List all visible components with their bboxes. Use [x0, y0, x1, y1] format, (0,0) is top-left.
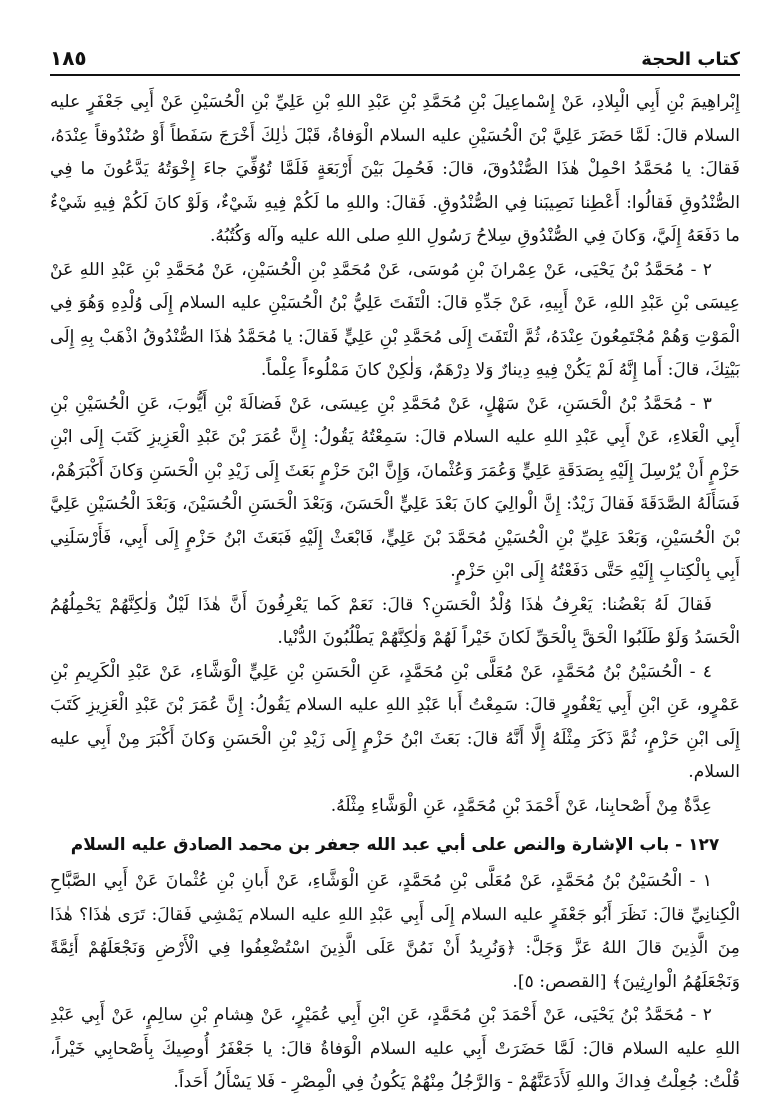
page-body [50, 86, 740, 1100]
page-header [50, 36, 740, 76]
chapter-heading: ١٢٧ - باب الإشارة والنص على أبي عبد الله جعفر بن محمد الصادق عليه السلام [70, 835, 720, 855]
paragraph: فَقالَ لَهُ بَعْضُنا: يَعْرِفُ هٰذَا وُلْدُ الْحَسَنِ؟ قالَ: نَعَمْ كَما يَعْرِفُونَ أَنَّ هٰذَا لَيْلٌ وَلٰكِنَّهُمْ يَحْمِلُهُمُ الْحَسَدُ وَلَوْ طَلَبُوا الْحَقَّ بِالْحَقِّ لَكانَ خَيْراً لَهُمْ وَلٰكِنَّهُمْ يَطْلُبُونَ الدُّنْيا. [50, 594, 740, 648]
paragraph: ٤ - الْحُسَيْنُ بْنُ مُحَمَّدٍ، عَنْ مُعَلَّى بْنِ مُحَمَّدٍ، عَنِ الْحَسَنِ بْنِ عَلِيٍّ الْوَشَّاءِ، عَنْ عَبْدِ الْكَرِيمِ بْنِ عَمْرٍو، عَنِ ابْنِ أَبِي يَعْفُورٍ قالَ: سَمِعْتُ أَبا عَبْدِ اللهِ عليه السلام يَقُولُ: إِنَّ عُمَرَ بْنَ عَبْدِ الْعَزِيزِ كَتَبَ إِلَى ابْنِ حَزْمٍ، ثُمَّ ذَكَرَ مِثْلَهُ إِلَّا أَنَّهُ قالَ: بَعَثَ ابْنُ حَزْمٍ إِلَى زَيْدِ بْنِ الْحَسَنِ وَكانَ أَكْبَرَ مِنْ أَبِي عليه السلام. [50, 661, 740, 782]
paragraph: عِدَّةٌ مِنْ أَصْحابِنا، عَنْ أَحْمَدَ بْنِ مُحَمَّدٍ، عَنِ الْوَشَّاءِ مِثْلَهُ. [330, 795, 712, 816]
book-page [50, 36, 740, 1096]
paragraph: إِبْراهِيمَ بْنِ أَبِي الْبِلادِ، عَنْ إِسْماعِيلَ بْنِ مُحَمَّدِ بْنِ عَبْدِ اللهِ بْنِ عَلِيِّ بْنِ الْحُسَيْنِ عَنْ أَبِي جَعْفَرٍ عليه السلام قالَ: لَمَّا حَضَرَ عَلِيَّ بْنَ الْحُسَيْنِ عليه السلام الْوَفاةُ، قَبْلَ ذٰلِكَ أَخْرَجَ سَفَطاً أَوْ صُنْدُوقاً عِنْدَهُ، فَقالَ: يا مُحَمَّدُ احْمِلْ هٰذَا الصُّنْدُوقَ، قالَ: فَحُمِلَ بَيْنَ أَرْبَعَةٍ فَلَمَّا تُوُفِّيَ جاءَ إِخْوَتُهُ يَدَّعُونَ ما فِي الصُّنْدُوقِ فَقالُوا: أَعْطِنا نَصِيبَنا فِي الصُّنْدُوقِ. فَقالَ: واللهِ ما لَكُمْ فِيهِ شَيْءٌ، وَلَوْ كانَ لَكُمْ فِيهِ شَيْءٌ ما دَفَعَهُ إِلَيَّ، وَكانَ فِي الصُّنْدُوقِ سِلاحُ رَسُولِ اللهِ صلى الله عليه وآله وَكُتُبُهُ. [50, 92, 740, 246]
paragraph: ١ - الْحُسَيْنُ بْنُ مُحَمَّدٍ، عَنْ مُعَلَّى بْنِ مُحَمَّدٍ، عَنِ الْوَشَّاءِ، عَنْ أَبانِ بْنِ عُثْمانَ عَنْ أَبِي الصَّبَّاحِ الْكِنانِيِّ قالَ: نَظَرَ أَبُو جَعْفَرٍ عليه السلام إِلَى أَبِي عَبْدِ اللهِ عليه السلام يَمْشِي فَقالَ: تَرَى هٰذَا؟ هٰذَا مِنَ الَّذِينَ قالَ اللهُ عَزَّ وَجَلَّ: ﴿وَنُرِيدُ أَنْ نَمُنَّ عَلَى الَّذِينَ اسْتُضْعِفُوا فِي الْأَرْضِ وَنَجْعَلَهُمْ أَئِمَّةً وَنَجْعَلَهُمُ الْوارِثِينَ﴾ [القصص: ٥]. [50, 871, 740, 992]
paragraph: ٢ - مُحَمَّدُ بْنُ يَحْيَى، عَنْ عِمْرانَ بْنِ مُوسَى، عَنْ مُحَمَّدِ بْنِ الْحُسَيْنِ، عَنْ مُحَمَّدِ بْنِ عَبْدِ اللهِ عَنْ عِيسَى بْنِ عَبْدِ اللهِ، عَنْ أَبِيهِ، عَنْ جَدِّهِ قالَ: الْتَفَتَ عَلِيُّ بْنُ الْحُسَيْنِ عليه السلام إِلَى وُلْدِهِ وَهُوَ فِي الْمَوْتِ وَهُمْ مُجْتَمِعُونَ عِنْدَهُ، ثُمَّ الْتَفَتَ إِلَى مُحَمَّدِ بْنِ عَلِيٍّ فَقالَ: يا مُحَمَّدُ هٰذَا الصُّنْدُوقُ اذْهَبْ بِهِ إِلَى بَيْتِكَ، قالَ: أَما إِنَّهُ لَمْ يَكُنْ فِيهِ دِينارٌ وَلا دِرْهَمٌ، وَلٰكِنْ كانَ مَمْلُوءاً عِلْماً. [50, 259, 740, 380]
page-number: ١٨٥ [50, 46, 87, 70]
paragraph: ٢ - مُحَمَّدُ بْنُ يَحْيَى، عَنْ أَحْمَدَ بْنِ مُحَمَّدٍ، عَنِ ابْنِ أَبِي عُمَيْرٍ، عَنْ هِشامِ بْنِ سالِمٍ، عَنْ أَبِي عَبْدِ اللهِ عليه السلام قالَ: لَمَّا حَضَرَتْ أَبِي عليه السلام الْوَفاةُ قالَ: يا جَعْفَرُ أُوصِيكَ بِأَصْحابِي خَيْراً، قُلْتُ: جُعِلْتُ فِداكَ واللهِ لَأَدَعَنَّهُمْ - وَالرَّجُلُ مِنْهُمْ يَكُونُ فِي الْمِصْرِ - فَلا يَسْأَلُ أَحَداً. [50, 1005, 740, 1092]
running-title: كتاب الحجة [641, 49, 740, 70]
paragraph: ٣ - مُحَمَّدُ بْنُ الْحَسَنِ، عَنْ سَهْلٍ، عَنْ مُحَمَّدِ بْنِ عِيسَى، عَنْ فَضالَةَ بْنِ أَيُّوبَ، عَنِ الْحُسَيْنِ بْنِ أَبِي الْعَلاءِ، عَنْ أَبِي عَبْدِ اللهِ عليه السلام قالَ: سَمِعْتُهُ يَقُولُ: إِنَّ عُمَرَ بْنَ عَبْدِ الْعَزِيزِ كَتَبَ إِلَى ابْنِ حَزْمٍ أَنْ يُرْسِلَ إِلَيْهِ بِصَدَقَةِ عَلِيٍّ وَعُمَرَ وَعُثْمانَ، وَإِنَّ ابْنَ حَزْمٍ بَعَثَ إِلَى زَيْدِ بْنِ الْحَسَنِ وَكانَ أَكْبَرَهُمْ، فَسَأَلَهُ الصَّدَقَةَ فَقالَ زَيْدٌ: إِنَّ الْوالِيَ كانَ بَعْدَ عَلِيٍّ الْحَسَنَ، وَبَعْدَ الْحَسَنِ الْحُسَيْنَ، وَبَعْدَ الْحُسَيْنِ عَلِيَّ بْنَ الْحُسَيْنِ، وَبَعْدَ عَلِيِّ بْنِ الْحُسَيْنِ مُحَمَّدَ بْنَ عَلِيٍّ، فَابْعَثْ إِلَيْهِ فَبَعَثَ ابْنُ حَزْمٍ إِلَى أَبِي، فَأَرْسَلَنِي أَبِي بِالْكِتابِ إِلَيْهِ حَتَّى دَفَعْتُهُ إِلَى ابْنِ حَزْمٍ. [50, 393, 740, 581]
